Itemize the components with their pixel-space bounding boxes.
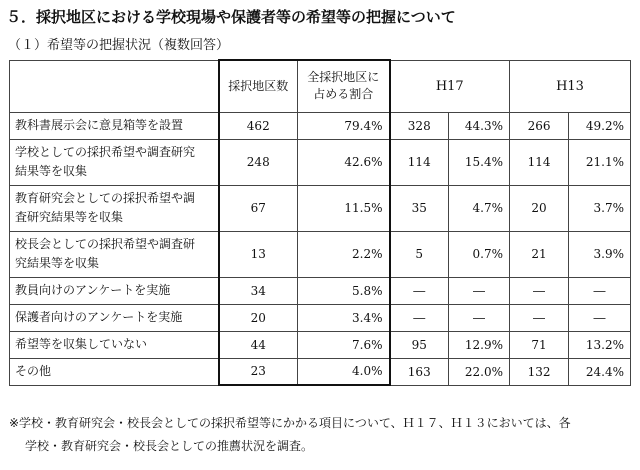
cell-h13-count: 266 — [510, 112, 569, 139]
cell-h17-count: 5 — [390, 231, 449, 277]
row-label — [10, 304, 219, 331]
cell-count: 67 — [219, 185, 298, 231]
cell-h17-count: 163 — [390, 358, 449, 385]
header-h13: H13 — [510, 60, 631, 112]
cell-ratio: 7.6% — [298, 331, 390, 358]
cell-count: 20 — [219, 304, 298, 331]
cell-h13-pct: 21.1% — [569, 139, 631, 185]
cell-h13-pct: 24.4% — [569, 358, 631, 385]
cell-h13-pct: 3.9% — [569, 231, 631, 277]
table-row — [10, 277, 631, 304]
cell-ratio: 3.4% — [298, 304, 390, 331]
header-ratio — [298, 60, 390, 112]
table-row — [10, 231, 631, 277]
cell-ratio: 5.8% — [298, 277, 390, 304]
cell-ratio: 79.4% — [298, 112, 390, 139]
row-label — [10, 277, 219, 304]
cell-count: 13 — [219, 231, 298, 277]
cell-h13-pct: ― — [569, 304, 631, 331]
row-label — [10, 358, 219, 385]
row-label-line: 希望等を収集していない — [15, 337, 148, 351]
header-ratio-line2: 占める割合 — [313, 87, 374, 102]
cell-h17-count: 114 — [390, 139, 449, 185]
cell-h13-count: 71 — [510, 331, 569, 358]
row-label-line: 究結果等を収集 — [15, 256, 100, 270]
cell-h13-count: ― — [510, 277, 569, 304]
cell-h17-count: 35 — [390, 185, 449, 231]
table-row — [10, 185, 631, 231]
cell-h17-pct: 12.9% — [449, 331, 510, 358]
cell-h13-count: ― — [510, 304, 569, 331]
footnote-line2: 学校・教育研究会・校長会としての推薦状況を調査。 — [25, 439, 314, 453]
row-label — [10, 231, 219, 277]
cell-h13-count: 20 — [510, 185, 569, 231]
cell-count: 462 — [219, 112, 298, 139]
table-row — [10, 112, 631, 139]
cell-ratio: 4.0% — [298, 358, 390, 385]
cell-h17-pct: 15.4% — [449, 139, 510, 185]
row-label — [10, 112, 219, 139]
cell-h17-count: 328 — [390, 112, 449, 139]
row-label-line: 学校としての採択希望や調査研究 — [15, 145, 196, 159]
row-label-line: 教育研究会としての採択希望や調 — [15, 191, 196, 205]
cell-count: 44 — [219, 331, 298, 358]
cell-count: 23 — [219, 358, 298, 385]
row-label-line: 保護者向けのアンケートを実施 — [15, 310, 183, 324]
row-label — [10, 139, 219, 185]
table-row — [10, 139, 631, 185]
row-label-line: 結果等を収集 — [15, 164, 88, 178]
header-blank-cell — [10, 60, 219, 112]
survey-table — [9, 59, 631, 386]
row-label-line: 教科書展示会に意見箱等を設置 — [15, 118, 184, 132]
row-label-line: 査研究結果等を収集 — [15, 210, 124, 224]
cell-ratio: 2.2% — [298, 231, 390, 277]
cell-h17-pct: ― — [449, 277, 510, 304]
row-label-line: その他 — [15, 364, 52, 378]
cell-ratio: 11.5% — [298, 185, 390, 231]
row-label-line: 校長会としての採択希望や調査研 — [15, 237, 196, 251]
cell-h13-pct: 3.7% — [569, 185, 631, 231]
cell-h17-pct: ― — [449, 304, 510, 331]
cell-h17-count: 95 — [390, 331, 449, 358]
cell-count: 248 — [219, 139, 298, 185]
cell-h13-pct: 13.2% — [569, 331, 631, 358]
row-label-line: 教員向けのアンケートを実施 — [15, 283, 171, 297]
cell-count: 34 — [219, 277, 298, 304]
header-ratio-line1: 全採択地区に — [307, 70, 380, 85]
cell-h13-pct: ― — [569, 277, 631, 304]
footnote-line1: ※学校・教育研究会・校長会としての採択希望等にかかる項目について、Ｈ１７、Ｈ１３においては、各 — [9, 416, 571, 430]
row-label — [10, 185, 219, 231]
cell-h17-count: ― — [390, 304, 449, 331]
cell-h13-count: 114 — [510, 139, 569, 185]
cell-h17-pct: 0.7% — [449, 231, 510, 277]
table-row — [10, 331, 631, 358]
section-subtitle: （１）希望等の把握状況（複数回答） — [8, 38, 230, 53]
cell-h13-pct: 49.2% — [569, 112, 631, 139]
row-label — [10, 331, 219, 358]
cell-ratio: 42.6% — [298, 139, 390, 185]
table-row — [10, 358, 631, 385]
header-h17: H17 — [390, 60, 510, 112]
cell-h13-count: 132 — [510, 358, 569, 385]
page-title: ５．採択地区における学校現場や保護者等の希望等の把握について — [6, 8, 456, 26]
footnote — [9, 412, 634, 458]
cell-h17-count: ― — [390, 277, 449, 304]
cell-h13-count: 21 — [510, 231, 569, 277]
table-row — [10, 304, 631, 331]
cell-h17-pct: 4.7% — [449, 185, 510, 231]
cell-h17-pct: 44.3% — [449, 112, 510, 139]
header-count: 採択地区数 — [219, 60, 298, 112]
cell-h17-pct: 22.0% — [449, 358, 510, 385]
table-header-row — [10, 60, 631, 112]
